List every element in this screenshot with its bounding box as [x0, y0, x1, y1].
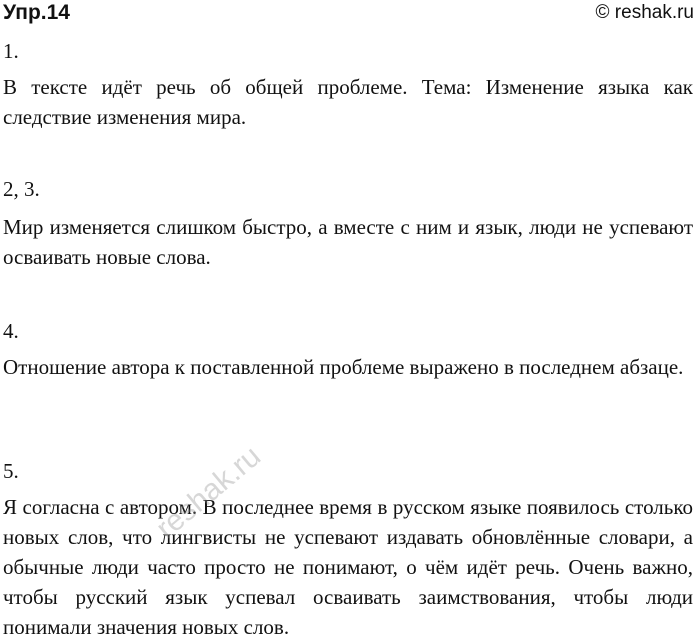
section-text-1: В тексте идёт речь об общей проблеме. Тема: Изменение языка как следствие изменения мира. [3, 75, 693, 129]
section-number-1: 1. [3, 39, 19, 63]
section-text-2-3: Мир изменяется слишком быстро, а вместе с ним и язык, люди не успевают осваивать новые слова. [3, 215, 693, 269]
diagonal-watermark: reshak.ru [150, 439, 268, 546]
section-number-2-3: 2, 3. [3, 177, 40, 201]
section-text-4: Отношение автора к поставленной проблеме выражено в последнем абзаце. [3, 355, 684, 379]
section-number-4: 4. [3, 319, 19, 343]
section-number-5: 5. [3, 459, 19, 483]
source-credit: © reshak.ru [595, 2, 694, 23]
section-text-5: Я согласна с автором. В последнее время в русском языке появилось столько новых слов, что лингвисты не успевают издавать обновлённые словари, а обычные люди часто просто не понимают, о чём идёт речь. Очень важно, чтобы русский язык успевал осваивать заимствования, чтобы люди понимали значения новых слов. [3, 495, 693, 639]
exercise-title: Упр.14 [3, 1, 70, 24]
